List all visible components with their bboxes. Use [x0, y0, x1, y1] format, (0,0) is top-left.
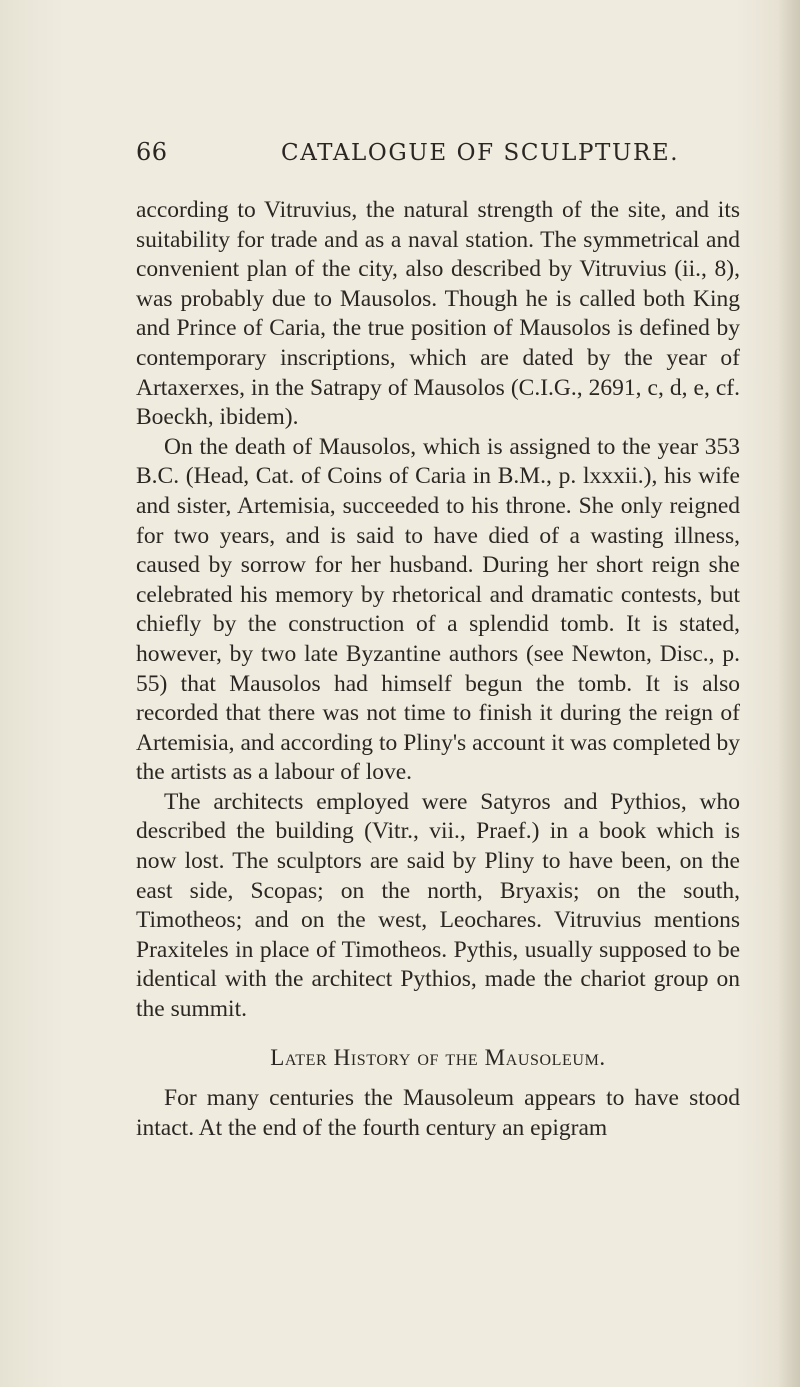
section-heading [136, 1043, 740, 1073]
page-header [136, 138, 736, 172]
paragraph-4: For many centuries the Mausoleum appears to have stood intact. At the end of the fourth century an epigram [136, 1085, 740, 1141]
paragraph-1: according to Vitruvius, the natural strength of the site, and its suitability for trade and as a naval station. The symmetrical and convenient plan of the city, also described by Vitruvius (ii., 8), was probably due to Mausolos. Though he is called both King and Prince of Caria, the true position of Mausolos is defined by contemporary inscriptions, which are dated by the year of Artaxerxes, in the Satrapy of Mausolos (C.I.G., 2691, c, d, e, cf. Boeckh, ibidem). [136, 197, 740, 431]
body-text [136, 196, 740, 1143]
page-number: 66 [136, 138, 168, 166]
paragraph-2: On the death of Mausolos, which is assigned to the year 353 B.C. (Head, Cat. of Coins of Caria in B.M., p. lxxxii.), his wife and sister, Artemisia, succeeded to his throne. She only reigned for two years, and is said to have died of a wasting illness, caused by sorrow for her husband. During her short reign she celebrated his memory by rhetorical and dramatic contests, but chiefly by the construction of a splendid tomb. It is stated, however, by two late Byzantine authors (see Newton, Disc., p. 55) that Mausolos had himself begun the tomb. It is also recorded that there was not time to finish it during the reign of Artemisia, and according to Pliny's account it was completed by the artists as a labour of love. [136, 433, 740, 786]
section-heading-text: Later History of the Mausoleum. [270, 1044, 606, 1070]
page-edge-shadow [778, 0, 800, 1387]
running-head: CATALOGUE OF SCULPTURE. [281, 140, 680, 166]
paragraph-3: The architects employed were Satyros and Pythios, who described the building (Vitr., vii., Praef.) in a book which is now lost. The sculptors are said by Pliny to have been, on the east side, Scopas; on the north, Bryaxis; on the south, Timotheos; and on the west, Leochares. Vitruvius mentions Praxiteles in place of Timotheos. Pythis, usually supposed to be identical with the architect Pythios, made the chariot group on the summit. [136, 788, 740, 1023]
